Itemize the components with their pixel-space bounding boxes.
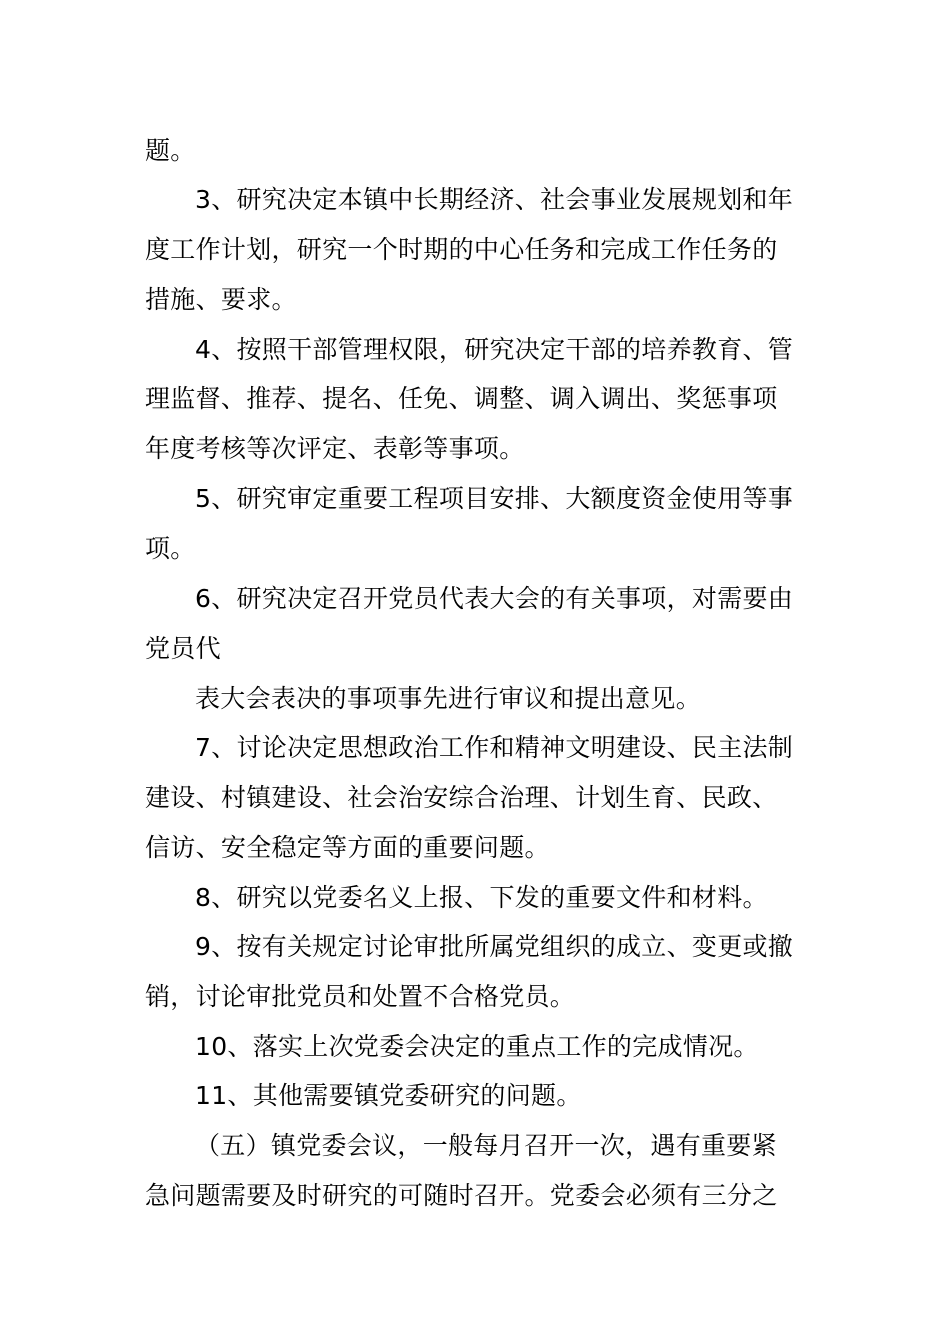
text-line: 年度考核等次评定、表彰等事项。 bbox=[145, 434, 525, 463]
paragraph-item-4: 4、按照干部管理权限，研究决定干部的培养教育、管 bbox=[195, 335, 794, 364]
text-line: 销，讨论审批党员和处置不合格党员。 bbox=[145, 982, 576, 1011]
text-line: 表大会表决的事项事先进行审议和提出意见。 bbox=[195, 684, 702, 713]
paragraph-item-9: 9、按有关规定讨论审批所属党组织的成立、变更或撤 bbox=[195, 932, 794, 961]
text-line: 建设、村镇建设、社会治安综合治理、计划生育、民政、 bbox=[145, 783, 778, 812]
text-line: 急问题需要及时研究的可随时召开。党委会必须有三分之 bbox=[145, 1181, 778, 1210]
text-line: 题。 bbox=[145, 136, 196, 165]
paragraph-item-11: 11、其他需要镇党委研究的问题。 bbox=[195, 1081, 582, 1110]
text-line: 度工作计划，研究一个时期的中心任务和完成工作任务的 bbox=[145, 235, 778, 264]
text-line: 党员代 bbox=[145, 634, 221, 663]
text-line: 措施、要求。 bbox=[145, 285, 297, 314]
paragraph-item-10: 10、落实上次党委会决定的重点工作的完成情况。 bbox=[195, 1032, 759, 1061]
text-line: 信访、安全稳定等方面的重要问题。 bbox=[145, 833, 550, 862]
paragraph-item-7: 7、讨论决定思想政治工作和精神文明建设、民主法制 bbox=[195, 733, 794, 762]
paragraph-item-5: 5、研究审定重要工程项目安排、大额度资金使用等事 bbox=[195, 484, 794, 513]
paragraph-item-8: 8、研究以党委名义上报、下发的重要文件和材料。 bbox=[195, 883, 768, 912]
text-line: 项。 bbox=[145, 534, 196, 563]
paragraph-section-5: （五）镇党委会议，一般每月召开一次，遇有重要紧 bbox=[195, 1131, 777, 1160]
text-line: 理监督、推荐、提名、任免、调整、调入调出、奖惩事项 bbox=[145, 384, 778, 413]
paragraph-item-6: 6、研究决定召开党员代表大会的有关事项，对需要由 bbox=[195, 584, 794, 613]
paragraph-item-3: 3、研究决定本镇中长期经济、社会事业发展规划和年 bbox=[195, 185, 794, 214]
